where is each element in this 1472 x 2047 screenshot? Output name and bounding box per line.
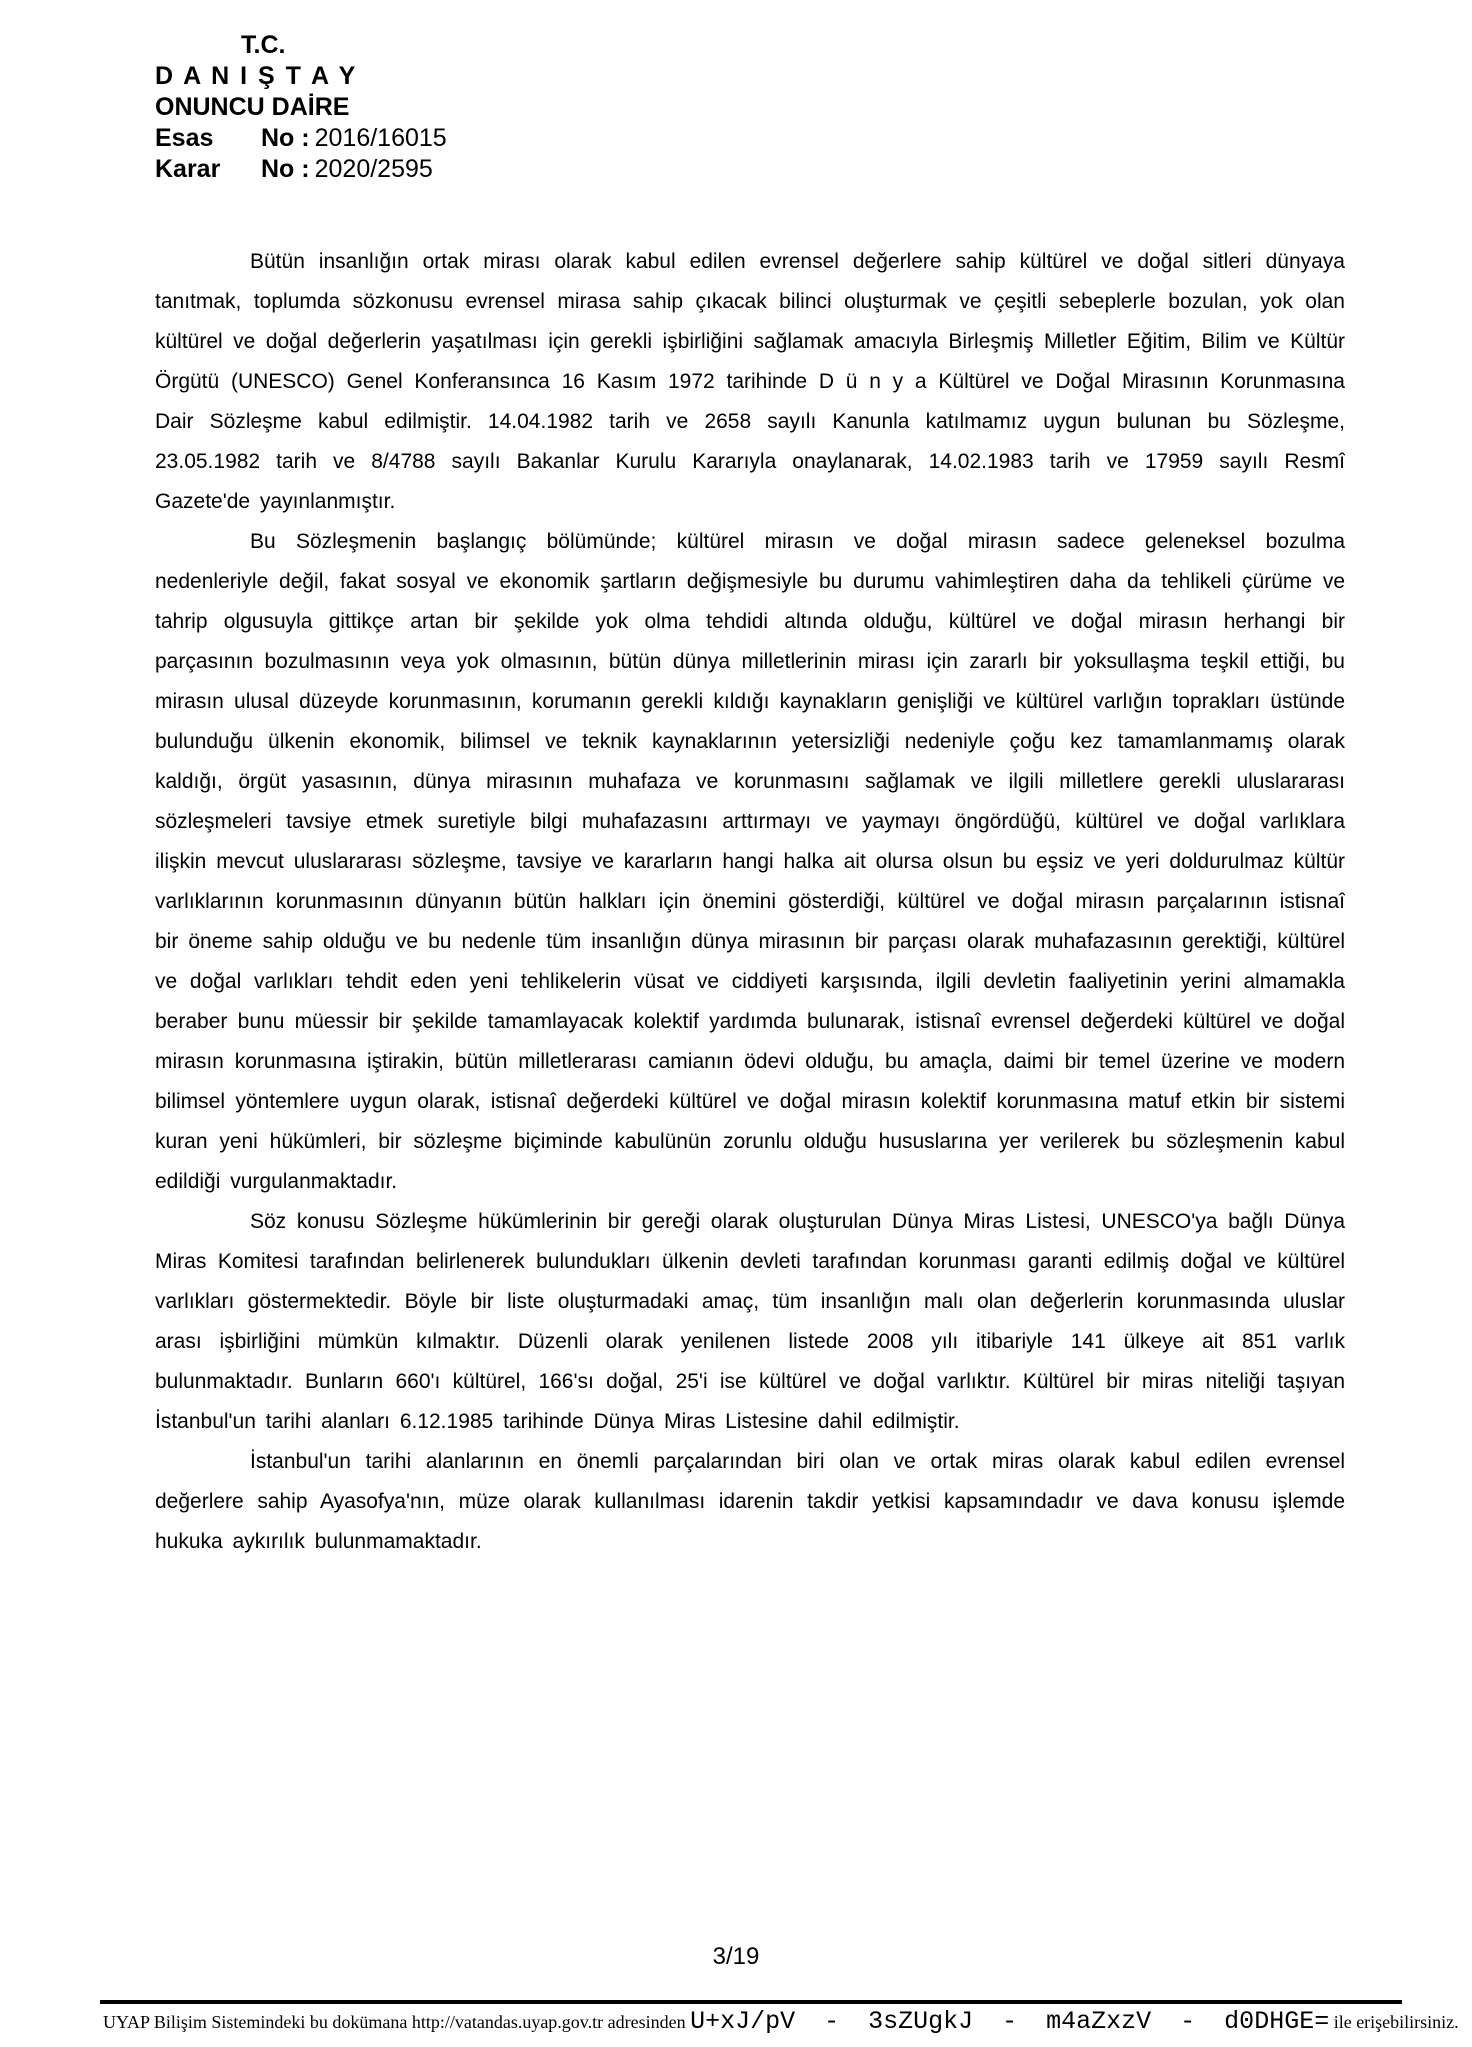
footer-divider-line: [100, 2000, 1402, 2004]
karar-number-row: [155, 154, 447, 185]
chamber-name: ONUNCU DAİRE: [155, 93, 350, 121]
document-header: [155, 30, 447, 185]
uyap-access-footer: [103, 2007, 1466, 2036]
court-name: D A N I Ş T A Y: [155, 62, 358, 90]
body-paragraph-hagia-sophia-conclusion: İstanbul'un tarihi alanlarının en önemli parçalarından biri olan ve ortak miras olarak kabul edilen evrensel değerlere sahip Ayasofya'nın, müze olarak kullanılması idarenin takdir yetkisi kapsamındadır ve dava konusu işlemde hukuka aykırılık bulunmamaktadır.: [155, 1450, 1345, 1553]
body-paragraph-convention-preamble: Bu Sözleşmenin başlangıç bölümünde; kültürel mirasın ve doğal mirasın sadece geleneksel bozulma nedenleriyle değil, fakat sosyal ve ekonomik şartların değişmesiyle bu durumu vahimleştiren daha da tehlikeli çürüme ve tahrip olgusuyla gittikçe artan bir şekilde yok olma tehdidi altında olduğu, kültürel ve doğal mirasın herhangi bir parçasının bozulmasının veya yok olmasının, bütün dünya milletlerinin mirası için zararlı bir yoksullaşma teşkil ettiği, bu mirasın ulusal düzeyde korunmasının, korumanın gerekli kıldığı kaynakların genişliği ve kültürel varlığın toprakları üstünde bulunduğu ülkenin ekonomik, bilimsel ve teknik kaynaklarının yetersizliği nedeniyle çoğu kez tamamlanmamış olarak kaldığı, örgüt yasasının, dünya mirasının muhafaza ve korunmasını sağlamak ve ilgili milletlere gerekli uluslararası sözleşmeleri tavsiye etmek suretiyle bilgi muhafazasını arttırmayı ve yaymayı öngördüğü, kültürel ve doğal varlıklara ilişkin mevcut uluslararası sözleşme, tavsiye ve kararların hangi halka ait olursa olsun bu eşsiz ve yeri doldurulmaz kültür varlıklarının korunmasının dünyanın bütün halkları için önemini gösterdiği, kültürel ve doğal mirasın parçalarının istisnaî bir öneme sahip olduğu ve bu nedenle tüm insanlığın dünya mirasının bir parçası olarak muhafazasının gerektiği, kültürel ve doğal varlıkları tehdit eden yeni tehlikelerin vüsat ve ciddiyeti karşısında, ilgili devletin faaliyetinin yerini almamakla beraber bunu müessir bir şekilde tamamlayacak kolektif yardımda bulunarak, istisnaî evrensel değerdeki kültürel ve doğal mirasın korunmasına iştirakin, bütün milletlerarası camianın ödevi olduğu, bu amaçla, daimi bir temel üzerine ve modern bilimsel yöntemlere uygun olarak, istisnaî değerdeki kültürel ve doğal mirasın kolektif korunmasına matuf etkin bir sistemi kuran yeni hükümleri, bir sözleşme biçiminde kabulünün zorunlu olduğu hususlarına yer verilerek bu sözleşmenin kabul edildiği vurgulanmaktadır.: [155, 530, 1345, 1193]
esas-number-value: 2016/16015: [314, 124, 447, 152]
esas-number-row: [155, 123, 447, 154]
karar-label: Karar: [155, 155, 221, 183]
karar-no-label: No :: [261, 155, 310, 183]
uyap-access-text-suffix: ile erişebilirsiniz.: [1333, 2012, 1459, 2032]
page-number: 3/19: [712, 1943, 760, 1970]
republic-abbreviation: T.C.: [241, 31, 286, 59]
body-paragraph-world-heritage-list: Söz konusu Sözleşme hükümlerinin bir gereği olarak oluşturulan Dünya Miras Listesi, UNESCO'ya bağlı Dünya Miras Komitesi tarafından belirlenerek bulundukları ülkenin devleti tarafından korunması garanti edilmiş doğal ve kültürel varlıkları göstermektedir. Böyle bir liste oluşturmadaki amaç, tüm insanlığın malı olan değerlerin korunmasında uluslar arası işbirliğini mümkün kılmaktır. Düzenli olarak yenilenen listede 2008 yılı itibariyle 141 ülkeye ait 851 varlık bulunmaktadır. Bunların 660'ı kültürel, 166'sı doğal, 25'i ise kültürel ve doğal varlıktır. Kültürel bir miras niteliği taşıyan İstanbul'un tarihi alanları 6.12.1985 tarihinde Dünya Miras Listesine dahil edilmiştir.: [155, 1210, 1345, 1433]
esas-label: Esas: [155, 124, 214, 152]
karar-number-value: 2020/2595: [314, 155, 433, 183]
esas-no-label: No :: [261, 124, 310, 152]
decision-body-text: [155, 242, 1345, 1562]
body-paragraph-unesco-convention: Bütün insanlığın ortak mirası olarak kabul edilen evrensel değerlere sahip kültürel ve doğal sitleri dünyaya tanıtmak, toplumda sözkonusu evrensel mirasa sahip çıkacak bilinci oluşturmak ve çeşitli sebeplerle bozulan, yok olan kültürel ve doğal değerlerin yaşatılması için gerekli işbirliğini sağlamak amacıyla Birleşmiş Milletler Eğitim, Bilim ve Kültür Örgütü (UNESCO) Genel Konferansınca 16 Kasım 1972 tarihinde D ü n y a Kültürel ve Doğal Mirasının Korunmasına Dair Sözleşme kabul edilmiştir. 14.04.1982 tarih ve 2658 sayılı Kanunla katılmamız uygun bulunan bu Sözleşme, 23.05.1982 tarih ve 8/4788 sayılı Bakanlar Kurulu Kararıyla onaylanarak, 14.02.1983 tarih ve 17959 sayılı Resmî Gazete'de yayınlanmıştır.: [155, 250, 1345, 513]
uyap-access-text-prefix: UYAP Bilişim Sistemindeki bu dokümana http://vatandas.uyap.gov.tr adresinden: [103, 2012, 686, 2032]
uyap-verification-code: U+xJ/pV - 3sZUgkJ - m4aZxzV - d0DHGE=: [690, 2007, 1330, 2036]
